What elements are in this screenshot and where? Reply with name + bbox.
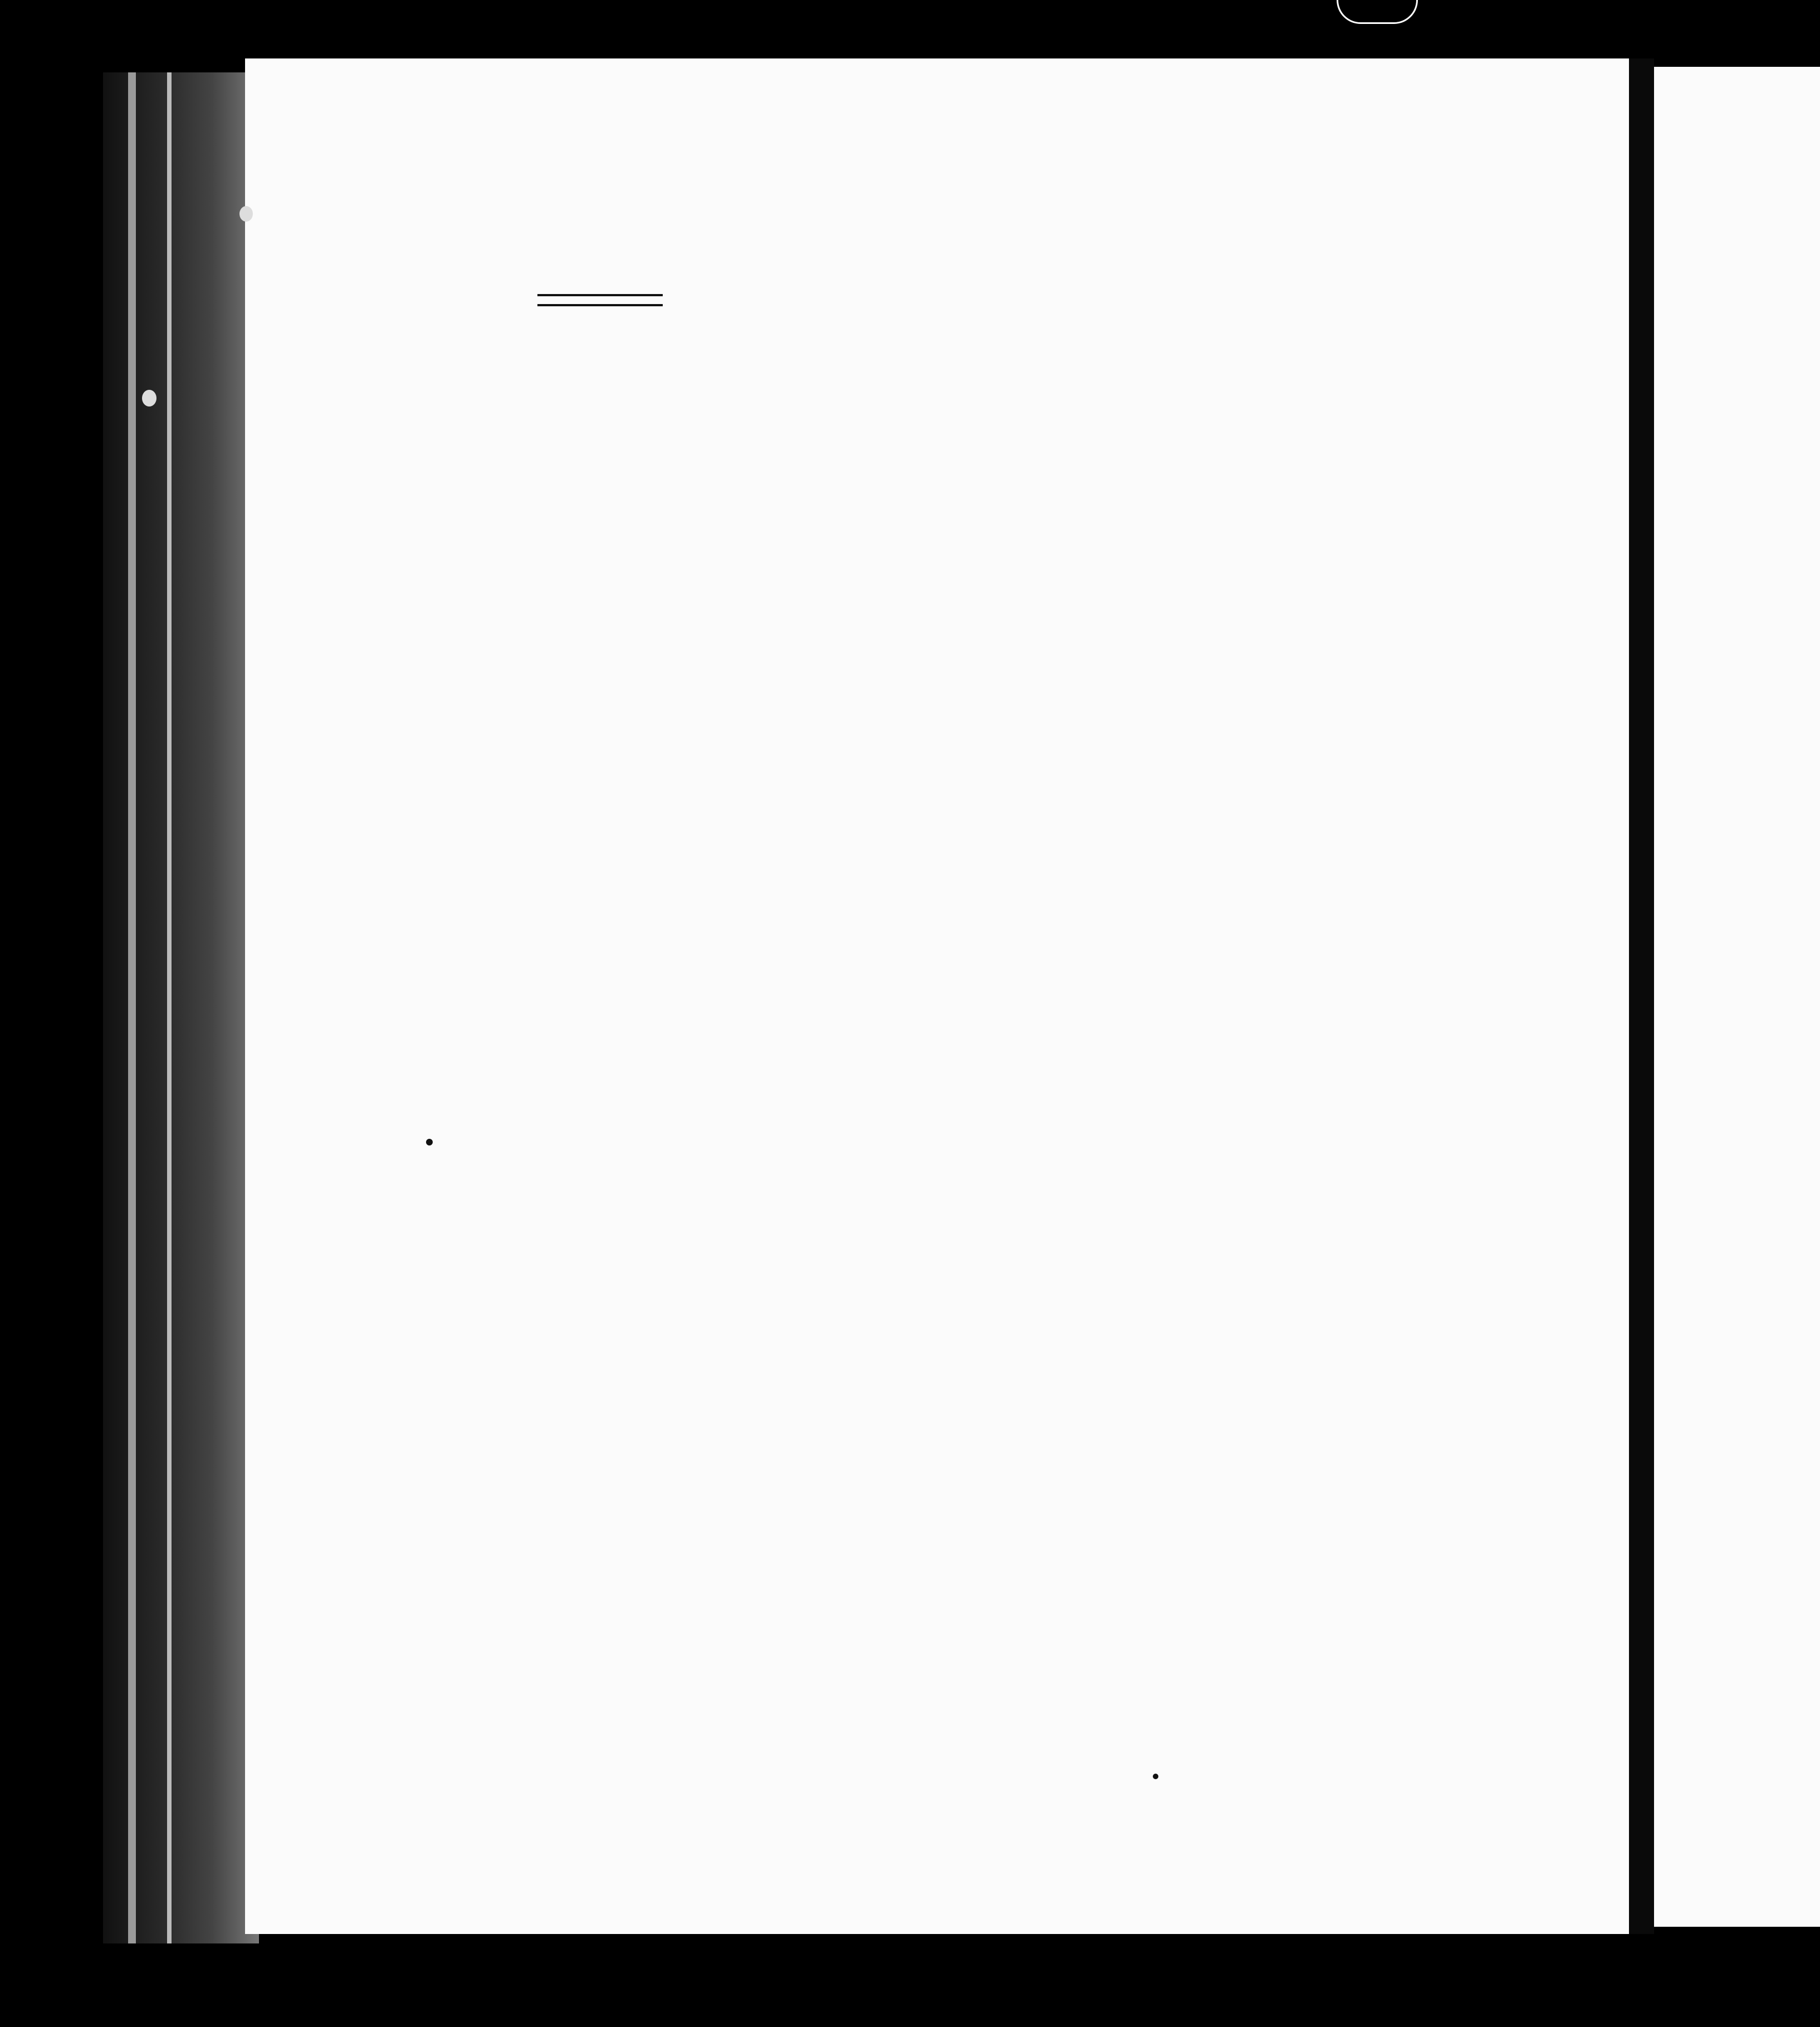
right-page — [1654, 67, 1820, 1927]
margin-year-place — [537, 294, 663, 306]
scan-speck — [426, 1139, 433, 1145]
spine-edge-stripe — [167, 72, 172, 1943]
left-page — [245, 58, 1629, 1934]
book-spine-shadow — [103, 72, 259, 1943]
scan-speck — [239, 206, 253, 222]
page-curl-mark — [1337, 0, 1418, 24]
spine-edge-stripe — [128, 72, 136, 1943]
scan-speck — [142, 390, 156, 407]
scan-speck — [1153, 1774, 1158, 1779]
page-gutter — [1629, 58, 1654, 1934]
